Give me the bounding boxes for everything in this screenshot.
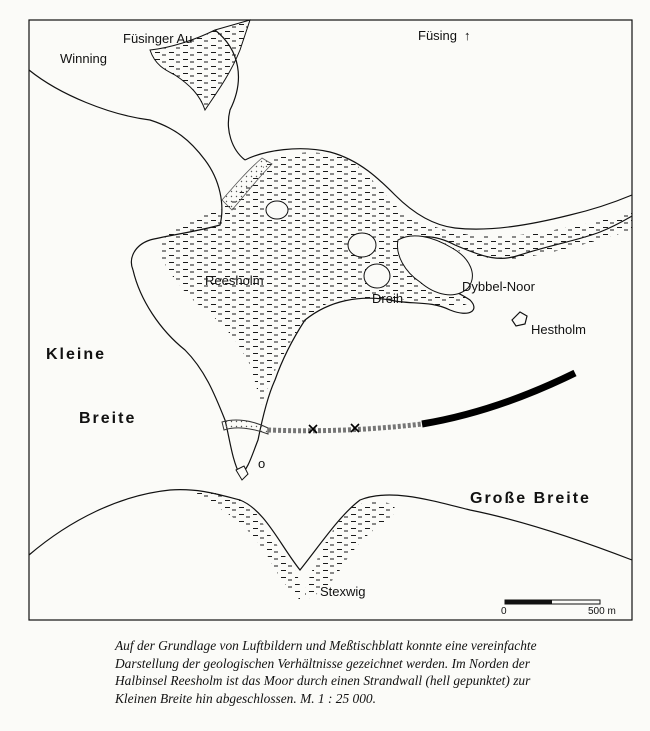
label-fuesinger-au: Füsinger Au [123, 31, 193, 46]
label-dybbel-noor: Dybbel-Noor [462, 279, 535, 294]
north-arrow-icon: ↑ [464, 28, 471, 43]
label-point-o: o [258, 456, 266, 471]
label-dreih: Dreih [372, 291, 404, 306]
figure-caption [115, 637, 635, 707]
pond [348, 233, 376, 257]
caption-line: Auf der Grundlage von Luftbildern und Meßtischblatt konnte eine vereinfachte [115, 638, 537, 653]
label-fuesing: Füsing [418, 28, 458, 43]
label-kleine: Kleine [46, 346, 107, 363]
label-hestholm: Hestholm [531, 322, 586, 337]
caption-line: Kleinen Breite hin abgeschlossen. M. 1 : 25 000. [115, 690, 376, 706]
scale-end: 500 m [588, 606, 616, 617]
label-breite: Breite [79, 410, 137, 427]
label-grosse-breite: Große Breite [470, 490, 591, 507]
label-reesholm: Reesholm [205, 273, 264, 288]
caption-line: Darstellung der geologischen Verhältnisse gezeichnet werden. Im Norden der [115, 655, 530, 671]
caption-line: Halbinsel Reesholm ist das Moor durch einen Strandwall (hell gepunktet) zur [115, 673, 531, 689]
pond [266, 201, 288, 219]
pond [364, 264, 390, 288]
scale-start: 0 [501, 606, 507, 617]
label-stexwig: Stexwig [320, 584, 366, 599]
label-winning: Winning [60, 51, 107, 66]
